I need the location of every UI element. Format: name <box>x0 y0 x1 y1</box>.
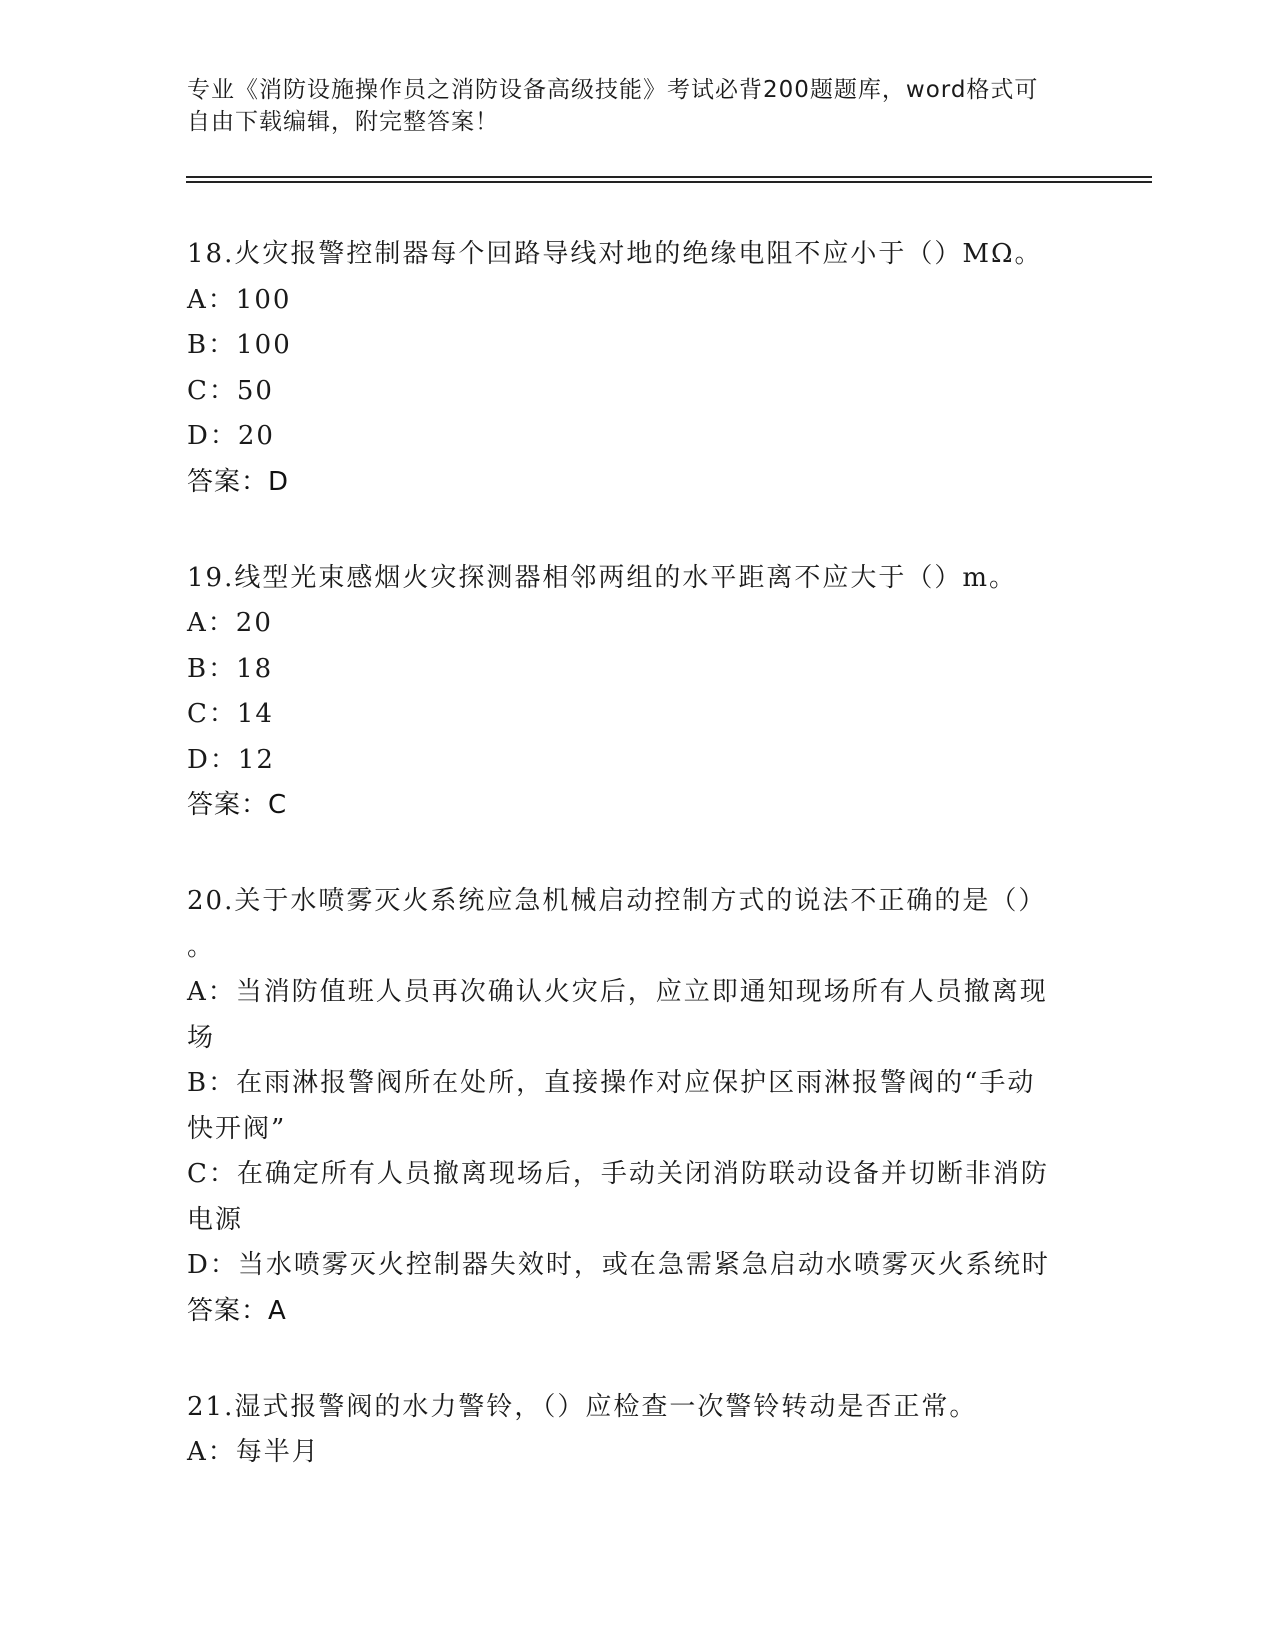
option-line: D：12 <box>187 744 275 775</box>
question-stem-line: 20.关于水喷雾灭火系统应急机械启动控制方式的说法不正确的是（） <box>187 886 1047 916</box>
question-stem-line: 。 <box>187 931 216 962</box>
option-line: 快开阀” <box>187 1113 287 1144</box>
question-spacer <box>187 1333 1087 1385</box>
option-line: C：50 <box>187 375 274 406</box>
header-line-2: 自由下载编辑，附完整答案！ <box>187 109 499 135</box>
question-block <box>187 879 1087 1333</box>
option-line: C：14 <box>187 699 274 729</box>
question-block <box>187 232 1087 504</box>
option-line: D：当水喷雾灭火控制器失效时，或在急需紧急启动水喷雾灭火系统时 <box>187 1250 1050 1280</box>
header-rule-bottom <box>186 181 1152 183</box>
question-spacer <box>187 827 1087 879</box>
answer-line: 答案：A <box>187 1295 287 1326</box>
question-stem-line: 21.湿式报警阀的水力警铃，（）应检查一次警铃转动是否正常。 <box>187 1391 978 1422</box>
option-line: 场 <box>187 1022 216 1053</box>
option-line: C：在确定所有人员撤离现场后，手动关闭消防联动设备并切断非消防 <box>187 1159 1049 1189</box>
option-line: D：20 <box>187 421 275 451</box>
option-line: A：每半月 <box>187 1437 320 1467</box>
option-line: 电源 <box>187 1204 244 1235</box>
option-line: A：100 <box>187 284 292 315</box>
question-stem-line: 19.线型光束感烟火灾探测器相邻两组的水平距离不应大于（）m。 <box>187 562 1018 593</box>
answer-line: 答案：C <box>187 790 288 820</box>
question-block <box>187 1385 1087 1476</box>
header-rule-top <box>186 176 1152 178</box>
answer-line: 答案：D <box>187 466 290 497</box>
option-line: A：20 <box>187 608 273 638</box>
question-spacer <box>187 504 1087 556</box>
option-line: B：100 <box>187 330 292 360</box>
option-line: A：当消防值班人员再次确认火灾后，应立即通知现场所有人员撤离现 <box>187 977 1048 1007</box>
header-line-1: 专业《消防设施操作员之消防设备高级技能》考试必背200题题库，word格式可 <box>187 77 1039 103</box>
document-header <box>187 74 1067 138</box>
question-block <box>187 556 1087 828</box>
option-line: B：在雨淋报警阀所在处所，直接操作对应保护区雨淋报警阀的“手动 <box>187 1068 1036 1098</box>
question-stem-line: 18.火灾报警控制器每个回路导线对地的绝缘电阻不应小于（）MΩ。 <box>187 239 1043 269</box>
option-line: B：18 <box>187 653 274 684</box>
question-list <box>187 232 1087 1476</box>
